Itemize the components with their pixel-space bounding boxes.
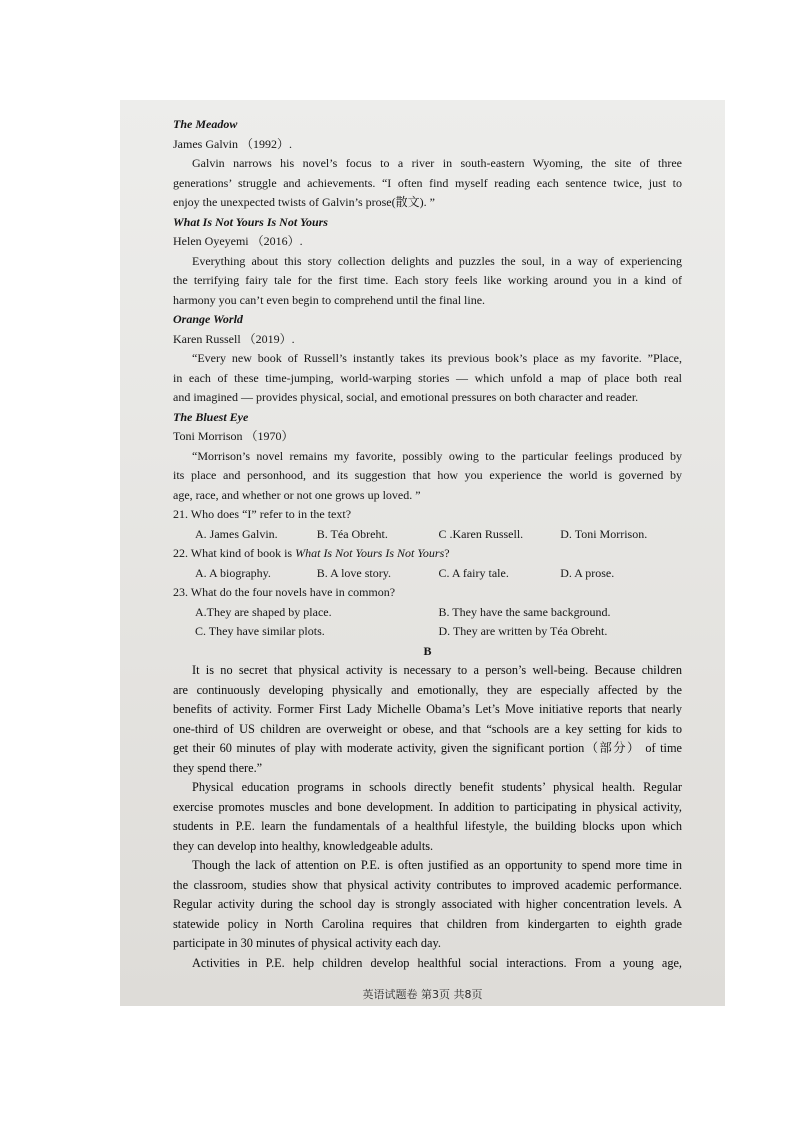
book-author: Toni Morrison （1970） (173, 429, 294, 443)
option-d: D. A prose. (560, 565, 615, 580)
question-22-prefix: 22. What kind of book is (173, 546, 296, 560)
page-footer: 英语试题卷 第3页 共8页 (362, 988, 483, 1001)
passage-line: are continuously developing physically and emotionally, they are especially affected by the (173, 682, 682, 697)
review-line: age, race, and whether or not one grows up loved. ” (173, 487, 421, 502)
book-author: Helen Oyeyemi （2016）. (173, 234, 303, 248)
passage-b (173, 661, 682, 973)
passage-line: Though the lack of attention on P.E. is often justified as an opportunity to spend more time in (192, 858, 682, 872)
question-23-options-row-2 (173, 622, 682, 642)
option-c: C. A fairy tale. (438, 565, 509, 580)
question-22-suffix: ? (444, 546, 450, 560)
passage-line: Regular activity during the school day is strongly associated with higher concentration levels. A (173, 897, 682, 911)
book-title-what-is-not-yours: What Is Not Yours Is Not Yours (173, 214, 328, 229)
passage-line: participate in 30 minutes of physical activity each day. (173, 936, 441, 950)
question-22-options (173, 564, 682, 584)
option-b: B. Téa Obreht. (316, 526, 388, 541)
passage-line: they can develop into healthy, knowledgeable adults. (173, 838, 434, 853)
option-b: B. They have the same background. (438, 604, 611, 619)
option-d: D. They are written by Téa Obreht. (438, 624, 608, 638)
question-22-book-title: What Is Not Yours Is Not Yours (295, 546, 445, 560)
review-line: “Morrison’s novel remains my favorite, possibly owing to the particular feelings produced by (192, 448, 682, 463)
review-line: in each of these time-jumping, world-warping stories — which unfold a map of place both real (173, 370, 682, 385)
passage-line: get their 60 minutes of play with moderate activity, given the significant portion（部分） of time (173, 741, 682, 755)
passage-line: It is no secret that physical activity is necessary to a person’s well-being. Because children (192, 663, 682, 677)
option-d: D. Toni Morrison. (560, 526, 648, 541)
question-23-options-row-1 (173, 603, 682, 623)
option-a: A.They are shaped by place. (195, 604, 332, 619)
passage-line: Physical education programs in schools directly benefit students’ physical health. Regular (192, 780, 682, 794)
passage-line: students in P.E. learn the fundamentals of a healthful lifestyle, the building blocks upon which (173, 819, 682, 833)
option-a: A. A biography. (195, 565, 271, 580)
review-line: Everything about this story collection delights and puzzles the soul, in a way of experiencing (192, 253, 682, 268)
book-title-orange-world: Orange World (173, 312, 243, 326)
book-title-the-meadow: The Meadow (173, 117, 238, 131)
option-a: A. James Galvin. (195, 526, 278, 541)
book-author: Karen Russell （2019）. (173, 331, 295, 346)
review-line: Galvin narrows his novel’s focus to a river in south-eastern Wyoming, the site of three (192, 156, 682, 170)
passage-line: one-third of US children are overweight or obese, and that “schools are a key setting for kids to (173, 721, 682, 736)
passage-line: Activities in P.E. help children develop healthful social interactions. From a young age, (192, 955, 682, 970)
passage-line: benefits of activity. Former First Lady Michelle Obama’s Let’s Move initiative reports that nearly (173, 702, 682, 716)
passage-line: statewide policy in North Carolina requires that children from kindergarten to eighth grade (173, 916, 682, 931)
review-line: and imagined — provides physical, social, and emotional pressures on both character and reader. (173, 390, 639, 404)
review-line: the terrifying fairy tale for the first time. Each story feels like working around you in a kind of (173, 273, 682, 287)
option-b: B. A love story. (316, 565, 391, 580)
review-line: harmony you can’t even begin to comprehend until the final line. (173, 292, 486, 307)
option-c: C .Karen Russell. (438, 526, 524, 541)
page-content (173, 115, 682, 973)
section-b-heading: B (423, 643, 432, 658)
review-line: enjoy the unexpected twists of Galvin’s prose(散文). ” (173, 195, 435, 209)
review-line: generations’ struggle and achievements. “I often find myself reading each sentence twice, just to (173, 175, 682, 190)
question-21-stem: 21. Who does “I” refer to in the text? (173, 507, 352, 521)
review-line: its place and personhood, and its suggestion that how you experience the world is governed by (173, 468, 682, 482)
question-22-stem (173, 544, 682, 564)
question-21-options (173, 525, 682, 545)
exam-page (120, 100, 725, 1006)
passage-line: the classroom, studies show that physical activity contributes to improved academic performance. (173, 877, 682, 892)
option-c: C. They have similar plots. (195, 624, 325, 638)
review-line: “Every new book of Russell’s instantly takes its previous book’s place as my favorite. ”Place, (192, 351, 682, 365)
book-title-the-bluest-eye: The Bluest Eye (173, 409, 249, 424)
passage-line: exercise promotes muscles and bone development. In addition to participating in physical activity, (173, 799, 682, 814)
question-23-stem: 23. What do the four novels have in common? (173, 585, 396, 599)
book-author: James Galvin （1992）. (173, 136, 292, 151)
passage-line: they spend there.” (173, 760, 263, 775)
